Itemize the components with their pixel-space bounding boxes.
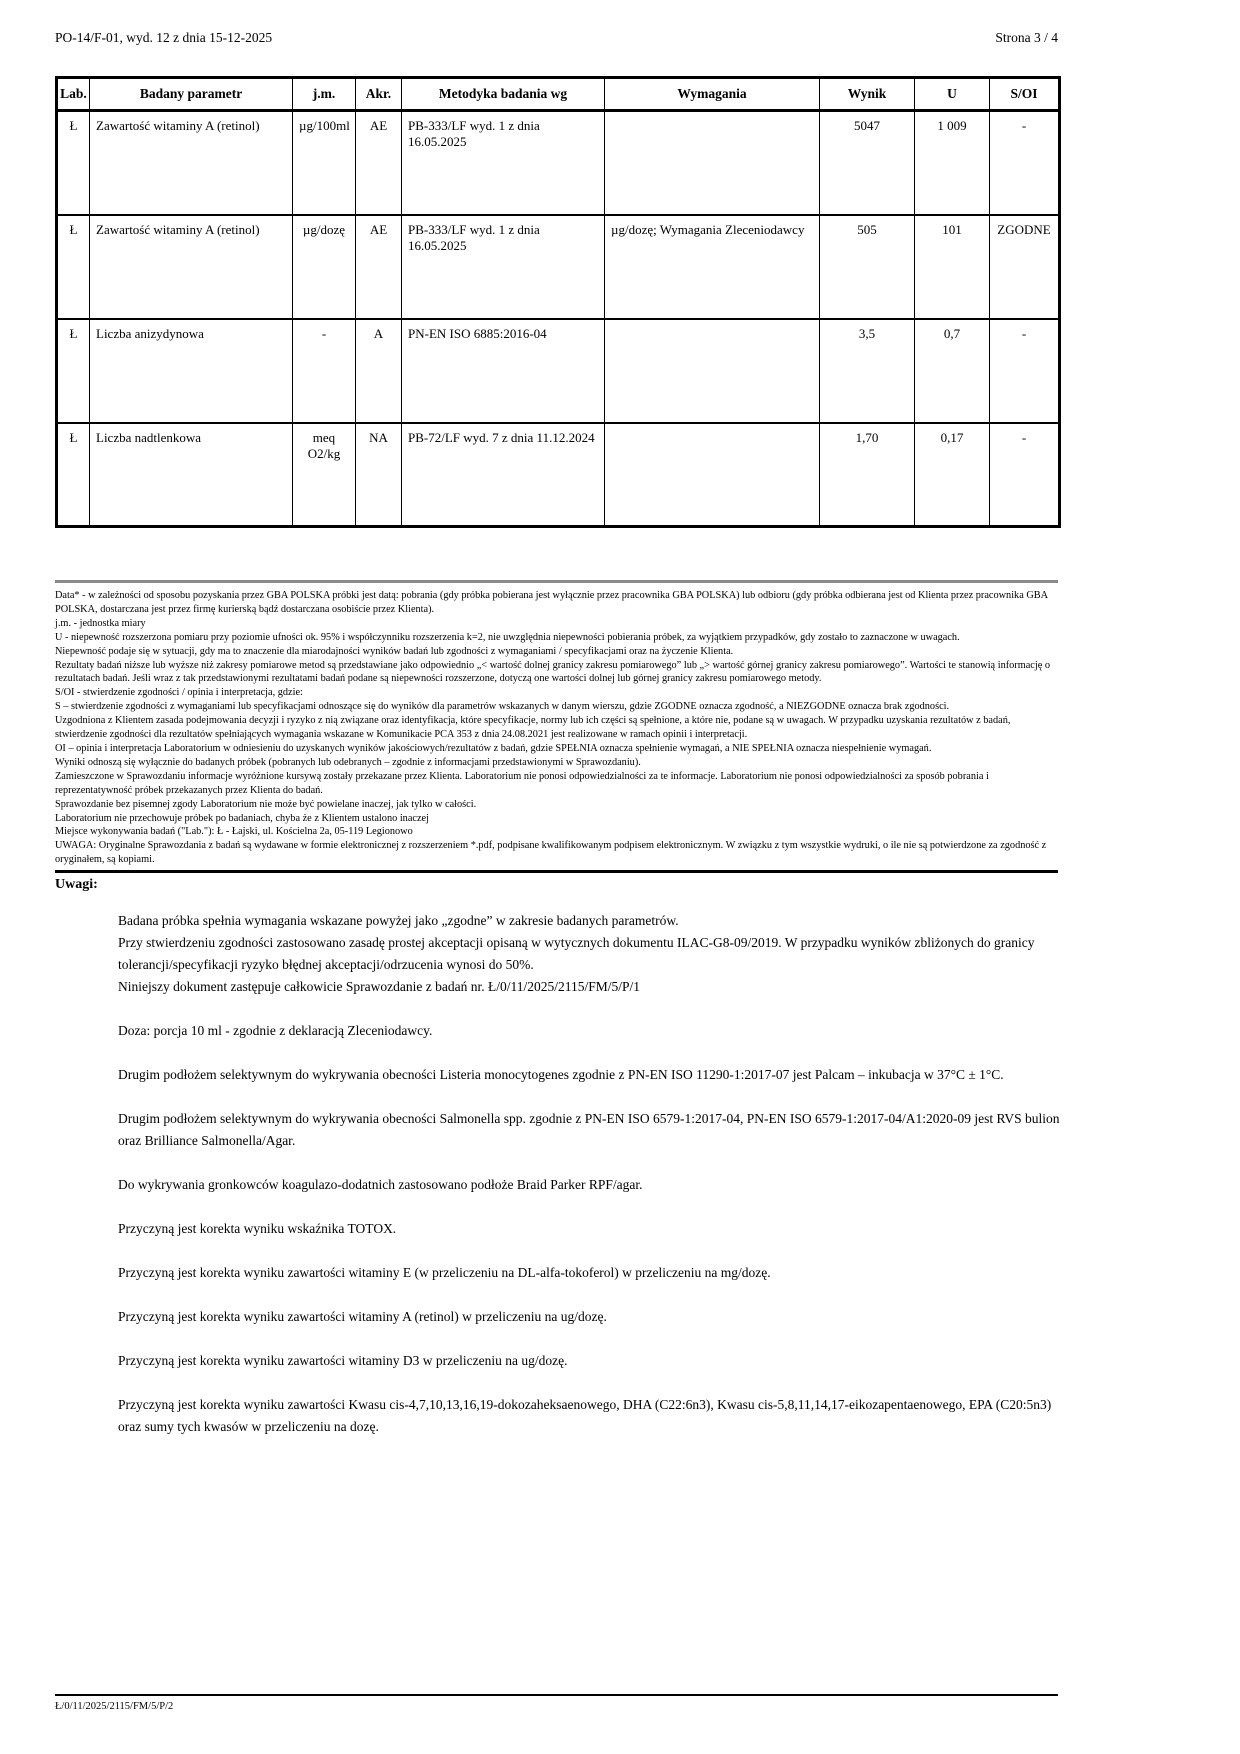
cell-wynik: 5047	[820, 111, 915, 215]
cell-jm: µg/100ml	[293, 111, 356, 215]
cell-parametr: Liczba nadtlenkowa	[90, 423, 293, 527]
col-header-parametr: Badany parametr	[90, 78, 293, 111]
cell-wymagania	[605, 423, 820, 527]
cell-lab: Ł	[57, 111, 90, 215]
page-header	[55, 30, 1058, 46]
cell-soi: -	[990, 423, 1060, 527]
uwagi-note: Drugim podłożem selektywnym do wykrywania obecności Listeria monocytogenes zgodnie z PN-EN ISO 11290-1:2017-07 jest Palcam – inkubacja w 37°C ± 1°C.	[118, 1067, 1004, 1082]
col-header-u: U	[915, 78, 990, 111]
cell-soi: -	[990, 319, 1060, 423]
legal-note: Uzgodniona z Klientem zasada podejmowania decyzji i ryzyko z nią związane oraz identyfikacja, które specyfikacje, normy lub ich części są spełnione, a które nie, podane są w uwagach. W przypadku uzyskania rezultatów z badań, stwierdzenie zgodności dla rezultatów spełniających wymagania wskazane w Komunikacie PCA 353 z dnia 24.08.2021 jest realizowane w ramach opinii i interpretacji.	[55, 715, 1011, 741]
cell-jm: µg/dozę	[293, 215, 356, 319]
cell-wymagania	[605, 111, 820, 215]
legal-note: UWAGA: Oryginalne Sprawozdania z badań są wydawane w formie elektronicznej z rozszerzeniem *.pdf, podpisane kwalifikowanym podpisem elektronicznym. W związku z tym wszystkie wydruki, o ile nie są potwierdzone za zgodność z oryginałem, są kopiami.	[55, 840, 1047, 866]
cell-lab: Ł	[57, 319, 90, 423]
legal-note: Wyniki odnoszą się wyłącznie do badanych próbek (pobranych lub odebranych – zgodnie z informacjami przedstawionymi w Sprawozdaniu).	[55, 756, 641, 768]
legal-note: Miejsce wykonywania badań ("Lab."): Ł - Łajski, ul. Kościelna 2a, 05-119 Legionowo	[55, 826, 413, 838]
col-header-lab: Lab.	[57, 78, 90, 111]
cell-wynik: 3,5	[820, 319, 915, 423]
cell-wynik: 505	[820, 215, 915, 319]
legal-note: Rezultaty badań niższe lub wyższe niż zakresy pomiarowe metod są przedstawiane jako odpowiednio „< wartość dolnej granicy zakresu pomiarowego” lub „> wartość górnej granicy zakresu pomiarowego”. Wartości te stanowią informację o rezultatach badań. Jeśli wraz z tak przedstawionymi rezultatami badań podane są niepewności rozszerzone, dotyczą one wartości dolnej lub górnej granicy zakresu pomiarowego metody.	[55, 659, 1051, 685]
cell-parametr: Zawartość witaminy A (retinol)	[90, 215, 293, 319]
legal-note: Zamieszczone w Sprawozdaniu informacje wyróżnione kursywą zostały przekazane przez Klienta. Laboratorium nie ponosi odpowiedzialności za te informacje. Laboratorium nie ponosi odpowiedzialności za sposób pobrania i reprezentatywność próbek przekazanych przez Klienta do badań.	[55, 770, 989, 796]
cell-parametr: Zawartość witaminy A (retinol)	[90, 111, 293, 215]
uwagi-note: Przyczyną jest korekta wyniku wskaźnika TOTOX.	[118, 1221, 397, 1236]
uwagi-note: Przyczyną jest korekta wyniku zawartości witaminy D3 w przeliczeniu na ug/dozę.	[118, 1353, 568, 1368]
legal-note: Data* - w zależności od sposobu pozyskania przez GBA POLSKA próbki jest datą: pobrania (gdy próbka pobierana jest wyłącznie przez pracownika GBA POLSKA) lub odbioru (gdy próbka odbierana jest od Klienta przez pracownika GBA POLSKA, dostarczana jest przez firmę kurierską bądź dostarczana osobiście przez Klienta).	[55, 590, 1048, 615]
legal-note: Laboratorium nie przechowuje próbek po badaniach, chyba że z Klientem ustalono inaczej	[55, 812, 429, 824]
uwagi-note: Przyczyną jest korekta wyniku zawartości Kwasu cis-4,7,10,13,16,19-dokozaheksaenowego, DHA (C22:6n3), Kwasu cis-5,8,11,14,17-eikozapentaenowego, EPA (C20:5n3) oraz sumy tych kwasów w przeliczeniu na dozę.	[118, 1397, 1052, 1434]
footer-report-number: Ł/0/11/2025/2115/FM/5/P/2	[55, 1701, 174, 1712]
cell-wymagania: µg/dozę; Wymagania Zleceniodawcy	[605, 215, 820, 319]
cell-u: 101	[915, 215, 990, 319]
document-code: PO-14/F-01, wyd. 12 z dnia 15-12-2025	[55, 30, 273, 45]
legal-note: Sprawozdanie bez pisemnej zgody Laboratorium nie może być powielane inaczej, jak tylko w całości.	[55, 798, 477, 810]
divider-uwagi	[55, 870, 1058, 873]
divider-gray	[55, 580, 1058, 583]
cell-jm: meq O2/kg	[293, 423, 356, 527]
uwagi-line: Przy stwierdzeniu zgodności zastosowano zasadę prostej akceptacji opisaną w wytycznych dokumentu ILAC-G8-09/2019. W przypadku wyników zbliżonych do granicy tolerancji/specyfikacji ryzyko błędnej akceptacji/odrzucenia wynosi do 50%.	[118, 935, 1035, 972]
uwagi-heading: Uwagi:	[55, 877, 98, 892]
table-row	[57, 215, 1060, 319]
uwagi-section	[118, 910, 1060, 1438]
cell-u: 1 009	[915, 111, 990, 215]
page-number: Strona 3 / 4	[995, 30, 1058, 45]
uwagi-note: Przyczyną jest korekta wyniku zawartości witaminy A (retinol) w przeliczeniu na ug/dozę.	[118, 1309, 607, 1324]
cell-metodyka: PB-333/LF wyd. 1 z dnia 16.05.2025	[402, 111, 605, 215]
legal-note: S/OI - stwierdzenie zgodności / opinia i interpretacja, gdzie:	[55, 687, 303, 699]
cell-parametr: Liczba anizydynowa	[90, 319, 293, 423]
col-header-jm: j.m.	[293, 78, 356, 111]
cell-akr: AE	[356, 215, 402, 319]
col-header-akr: Akr.	[356, 78, 402, 111]
uwagi-note: Drugim podłożem selektywnym do wykrywania obecności Salmonella spp. zgodnie z PN-EN ISO 6579-1:2017-04, PN-EN ISO 6579-1:2017-04/A1:2020-09 jest RVS bulion oraz Brilliance Salmonella/Agar.	[118, 1111, 1060, 1148]
results-table	[55, 76, 1061, 528]
legal-note: Niepewność podaje się w sytuacji, gdy ma to znaczenie dla miarodajności wyników badań lub zgodności z wymaganiami / specyfikacjami oraz na życzenie Klienta.	[55, 645, 734, 657]
cell-metodyka: PN-EN ISO 6885:2016-04	[402, 319, 605, 423]
table-row	[57, 111, 1060, 215]
cell-metodyka: PB-72/LF wyd. 7 z dnia 11.12.2024	[402, 423, 605, 527]
cell-akr: A	[356, 319, 402, 423]
uwagi-note: Przyczyną jest korekta wyniku zawartości witaminy E (w przeliczeniu na DL-alfa-tokoferol) w przeliczeniu na mg/dozę.	[118, 1265, 771, 1280]
col-header-metodyka: Metodyka badania wg	[402, 78, 605, 111]
legal-notes	[55, 589, 1060, 867]
uwagi-line: Niniejszy dokument zastępuje całkowicie Sprawozdanie z badań nr. Ł/0/11/2025/2115/FM/5/P/1	[118, 979, 641, 994]
uwagi-note: Do wykrywania gronkowców koagulazo-dodatnich zastosowano podłoże Braid Parker RPF/agar.	[118, 1177, 643, 1192]
cell-soi: -	[990, 111, 1060, 215]
cell-lab: Ł	[57, 215, 90, 319]
cell-wymagania	[605, 319, 820, 423]
col-header-wynik: Wynik	[820, 78, 915, 111]
legal-note: j.m. - jednostka miary	[55, 617, 146, 629]
cell-lab: Ł	[57, 423, 90, 527]
col-header-soi: S/OI	[990, 78, 1060, 111]
cell-u: 0,7	[915, 319, 990, 423]
uwagi-note: Doza: porcja 10 ml - zgodnie z deklaracją Zleceniodawcy.	[118, 1023, 433, 1038]
legal-note: S – stwierdzenie zgodności z wymaganiami lub specyfikacjami odnoszące się do wyników dla parametrów wskazanych w danym wierszu, gdzie ZGODNE oznacza zgodność, a NIEZGODNE oznacza brak zgodności.	[55, 701, 950, 713]
cell-soi: ZGODNE	[990, 215, 1060, 319]
legal-note: U - niepewność rozszerzona pomiaru przy poziomie ufności ok. 95% i współczynniku rozszerzenia k=2, nie uwzględnia niepewności pobierania próbek, za wyjątkiem przypadków, gdy zostało to zaznaczone w uwagach.	[55, 631, 960, 643]
table-row	[57, 319, 1060, 423]
cell-jm: -	[293, 319, 356, 423]
footer-divider	[55, 1694, 1058, 1696]
table-header-row	[57, 78, 1060, 111]
cell-akr: NA	[356, 423, 402, 527]
cell-u: 0,17	[915, 423, 990, 527]
table-row	[57, 423, 1060, 527]
cell-wynik: 1,70	[820, 423, 915, 527]
cell-metodyka: PB-333/LF wyd. 1 z dnia 16.05.2025	[402, 215, 605, 319]
cell-akr: AE	[356, 111, 402, 215]
col-header-wymagania: Wymagania	[605, 78, 820, 111]
legal-note: OI – opinia i interpretacja Laboratorium w odniesieniu do uzyskanych wyników jakościowych/rezultatów z badań, gdzie SPEŁNIA oznacza spełnienie wymagań, a NIE SPEŁNIA oznacza niespełnienie wymagań.	[55, 742, 932, 754]
uwagi-line: Badana próbka spełnia wymagania wskazane powyżej jako „zgodne” w zakresie badanych parametrów.	[118, 913, 679, 928]
